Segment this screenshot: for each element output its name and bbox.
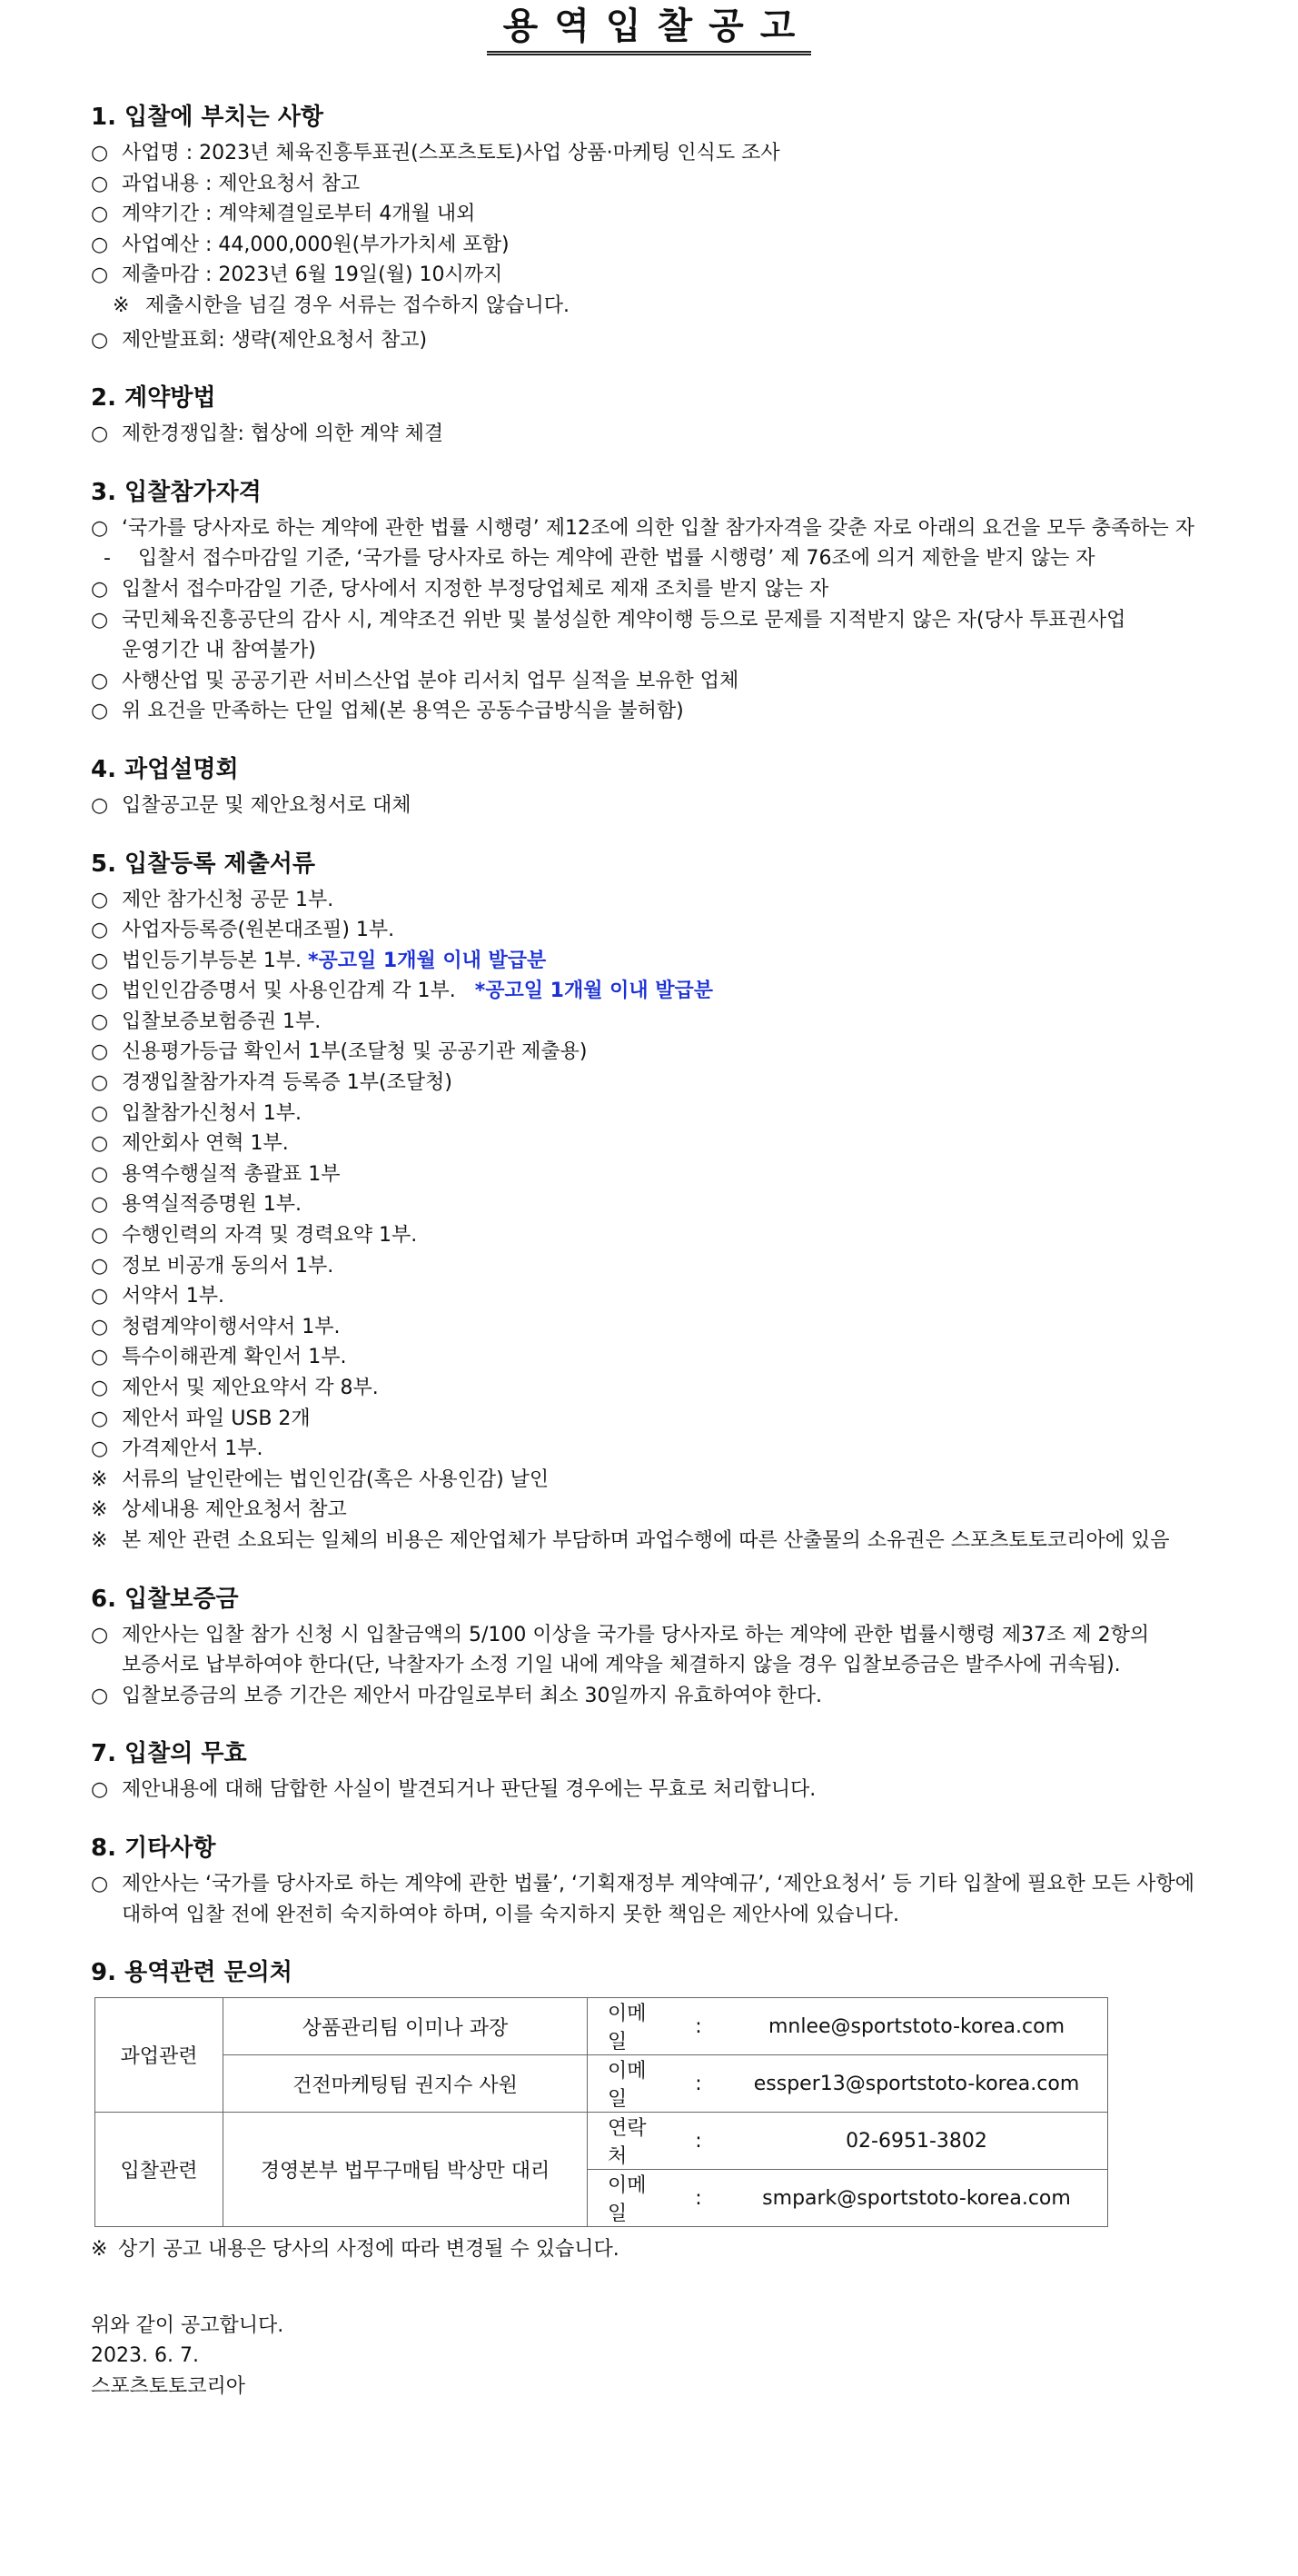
- bullet-icon: ○: [91, 516, 109, 540]
- bullet-icon: ○: [91, 1285, 109, 1308]
- table-cell-label: 연락처: [588, 2113, 672, 2170]
- list-item: ○ 가격제안서 1부.: [91, 1434, 1206, 1465]
- list-item: ○ 법인인감증명서 및 사용인감계 각 1부. *공고일 1개월 이내 발급분: [91, 976, 1206, 1007]
- bullet-icon: ○: [91, 1162, 109, 1186]
- section-heading-7: 7. 입찰의 무효: [91, 1740, 247, 1768]
- bullet-icon: ○: [91, 1040, 109, 1064]
- list-item: ○ 제출마감 : 2023년 6월 19일(월) 10시까지: [91, 260, 1206, 291]
- list-item: ○ 청렴계약이행서약서 1부.: [91, 1312, 1206, 1343]
- email-link[interactable]: essper13@sportstoto-korea.com: [726, 2055, 1108, 2113]
- list-item: ○ 용역실적증명원 1부.: [91, 1189, 1206, 1220]
- closing-text: 위와 같이 공고합니다.: [91, 2313, 284, 2337]
- list-item: ○ 과업내용 : 제안요청서 참고: [91, 169, 1206, 200]
- bullet-icon: ○: [91, 328, 109, 352]
- list-item: ○ 위 요건을 만족하는 단일 업체(본 용역은 공동수급방식을 불허함): [91, 696, 1206, 727]
- section-heading-1: 1. 입찰에 부치는 사항: [91, 104, 324, 131]
- bullet-icon: ○: [91, 1224, 109, 1248]
- final-note: ※ 상기 공고 내용은 당사의 사정에 따라 변경될 수 있습니다.: [91, 2234, 1206, 2265]
- note-icon: ※: [113, 293, 130, 317]
- list-item: ○ 신용평가등급 확인서 1부(조달청 및 공공기관 제출용): [91, 1037, 1206, 1068]
- bullet-icon: ○: [91, 888, 109, 911]
- list-item: ○ 제안사는 입찰 참가 신청 시 입찰금액의 5/100 이상을 국가를 당사자로 하는 계약에 관한 법률시행령 제37조 제 2항의 보증서로 납부하여야 한다(단, 낙찰자가 소정 기일 내에 계약을 체결하지 않을 경우 입찰보증금은 발주사에 귀속됨).: [91, 1620, 1206, 1681]
- bullet-icon: ○: [91, 1010, 109, 1033]
- note-item: ※ 제출시한을 넘길 경우 서류는 접수하지 않습니다.: [91, 291, 1206, 322]
- phone-number: 02-6951-3802: [726, 2113, 1108, 2170]
- table-cell-sep: :: [671, 2113, 726, 2170]
- list-item: ○ 법인등기부등본 1부. *공고일 1개월 이내 발급분: [91, 946, 1206, 977]
- bullet-icon: ○: [91, 1132, 109, 1156]
- company-name: 스포츠토토코리아: [91, 2374, 246, 2398]
- bullet-icon: ○: [91, 1377, 109, 1399]
- list-item: ○ 사업자등록증(원본대조필) 1부.: [91, 915, 1206, 946]
- page-title-text: 용역입찰공고: [487, 5, 812, 55]
- list-item: ○ 제한경쟁입찰: 협상에 의한 계약 체결: [91, 419, 1206, 450]
- bullet-icon: ○: [91, 1684, 109, 1707]
- list-item: ○ 경쟁입찰참가자격 등록증 1부(조달청): [91, 1068, 1206, 1099]
- list-item: ○ 제안사는 ‘국가를 당사자로 하는 계약에 관한 법률’, ‘기획재정부 계약예규’, ‘제안요청서’ 등 기타 입찰에 필요한 모든 사항에 대하여 입찰 전에 완전히 숙지하여야 하며, 이를 숙지하지 못한 책임은 제안사에 있습니다.: [91, 1869, 1206, 1930]
- table-cell-person: 경영본부 법무구매팀 박상만 대리: [223, 2113, 588, 2227]
- table-cell-label: 이메일: [588, 2170, 672, 2227]
- list-item: ○ 입찰서 접수마감일 기준, 당사에서 지정한 부정당업체로 제재 조치를 받지 않는 자: [91, 574, 1206, 605]
- list-item: ○ 사행산업 및 공공기관 서비스산업 분야 리서치 업무 실적을 보유한 업체: [91, 666, 1206, 697]
- document-list: [91, 1007, 1206, 1465]
- list-item: ○ 수행인력의 자격 및 경력요약 1부.: [91, 1220, 1206, 1251]
- list-item: ○ 제안회사 연혁 1부.: [91, 1129, 1206, 1159]
- notice-date: 2023. 6. 7.: [91, 2344, 199, 2368]
- list-item: ○ 정보 비공개 동의서 1부.: [91, 1251, 1206, 1282]
- highlight-note: *공고일 1개월 이내 발급분: [308, 949, 547, 972]
- bullet-icon: ○: [91, 1254, 109, 1278]
- table-cell-group: 입찰관련: [95, 2113, 223, 2227]
- note-icon: ※: [91, 1528, 108, 1552]
- bullet-icon: ○: [91, 233, 109, 256]
- section-heading-8: 8. 기타사항: [91, 1834, 216, 1862]
- table-cell-sep: :: [671, 1998, 726, 2055]
- bullet-icon: ○: [91, 793, 109, 817]
- table-row: [95, 1998, 1108, 2055]
- table-cell-person: 상품관리팀 이미나 과장: [223, 1998, 588, 2055]
- list-item: ○ ‘국가를 당사자로 하는 계약에 관한 법률 시행령’ 제12조에 의한 입찰 참가자격을 갖춘 자로 아래의 요건을 모두 충족하는 자: [91, 513, 1206, 544]
- list-item: ○ 용역수행실적 총괄표 1부: [91, 1159, 1206, 1190]
- document-body: [91, 102, 1206, 2402]
- section-heading-4: 4. 과업설명회: [91, 755, 239, 783]
- table-cell-label: 이메일: [588, 2055, 672, 2113]
- list-item: ○ 제안서 및 제안요약서 각 8부.: [91, 1373, 1206, 1404]
- table-row: [95, 2113, 1108, 2170]
- bullet-icon: ○: [91, 700, 109, 723]
- table-cell-person: 건전마케팅팀 권지수 사원: [223, 2055, 588, 2113]
- note-item: ※ 서류의 날인란에는 법인인감(혹은 사용인감) 날인: [91, 1465, 1206, 1496]
- table-row: [95, 2055, 1108, 2113]
- list-item: ○ 입찰공고문 및 제안요청서로 대체: [91, 791, 1206, 821]
- sub-item: - 입찰서 접수마감일 기준, ‘국가를 당사자로 하는 계약에 관한 법률 시행령’ 제 76조에 의거 제한을 받지 않는 자: [91, 543, 1206, 574]
- highlight-note: *공고일 1개월 이내 발급분: [474, 980, 714, 1003]
- email-link[interactable]: mnlee@sportstoto-korea.com: [726, 1998, 1108, 2055]
- bullet-icon: ○: [91, 142, 109, 164]
- note-icon: ※: [91, 2238, 108, 2262]
- section-heading-6: 6. 입찰보증금: [91, 1585, 239, 1613]
- bullet-icon: ○: [91, 577, 109, 601]
- bullet-icon: ○: [91, 919, 109, 942]
- notes-list: [91, 1465, 1206, 1557]
- bullet-icon: ○: [91, 1623, 109, 1646]
- list-item: ○ 제안발표회: 생략(제안요청서 참고): [91, 325, 1206, 356]
- list-item: ○ 국민체육진흥공단의 감사 시, 계약조건 위반 및 불성실한 계약이행 등으로 문제를 지적받지 않은 자(당사 투표권사업 운영기간 내 참여불가): [91, 605, 1206, 666]
- bullet-icon: ○: [91, 1437, 109, 1461]
- bullet-icon: ○: [91, 264, 109, 287]
- list-item: ○ 입찰참가신청서 1부.: [91, 1099, 1206, 1129]
- list-item: ○ 제안서 파일 USB 2개: [91, 1404, 1206, 1435]
- note-icon: ※: [91, 1467, 108, 1491]
- bullet-icon: ○: [91, 1346, 109, 1369]
- note-item: ※ 상세내용 제안요청서 참고: [91, 1495, 1206, 1526]
- bullet-icon: ○: [91, 1193, 109, 1217]
- bullet-icon: ○: [91, 1071, 109, 1095]
- bullet-icon: ○: [91, 423, 109, 446]
- note-item: ※ 본 제안 관련 소요되는 일체의 비용은 제안업체가 부담하며 과업수행에 따른 산출물의 소유권은 스포츠토토코리아에 있음: [91, 1526, 1206, 1557]
- bullet-icon: ○: [91, 1407, 109, 1430]
- table-cell-sep: :: [671, 2055, 726, 2113]
- contact-table: [94, 1997, 1108, 2227]
- bullet-icon: ○: [91, 172, 109, 195]
- list-item: ○ 특수이해관계 확인서 1부.: [91, 1342, 1206, 1373]
- bullet-icon: ○: [91, 1315, 109, 1338]
- note-icon: ※: [91, 1498, 108, 1522]
- bullet-icon: ○: [91, 203, 109, 226]
- page-title: [0, 5, 1298, 55]
- bullet-icon: ○: [91, 608, 109, 632]
- section-heading-9: 9. 용역관련 문의처: [91, 1959, 292, 1987]
- dash-icon: -: [104, 547, 111, 571]
- list-item: ○ 사업예산 : 44,000,000원(부가가치세 포함): [91, 230, 1206, 261]
- list-item: ○ 입찰보증금의 보증 기간은 제안서 마감일로부터 최소 30일까지 유효하여야 한다.: [91, 1681, 1206, 1712]
- bullet-icon: ○: [91, 980, 109, 1003]
- email-link[interactable]: smpark@sportstoto-korea.com: [726, 2170, 1108, 2227]
- list-item: ○ 입찰보증보험증권 1부.: [91, 1007, 1206, 1038]
- list-item: ○ 제안내용에 대해 담합한 사실이 발견되거나 판단될 경우에는 무효로 처리합니다.: [91, 1775, 1206, 1805]
- bullet-icon: ○: [91, 1101, 109, 1125]
- list-item: ○ 제안 참가신청 공문 1부.: [91, 885, 1206, 916]
- section-heading-5: 5. 입찰등록 제출서류: [91, 850, 315, 878]
- bullet-icon: ○: [91, 669, 109, 692]
- bullet-icon: ○: [91, 1872, 109, 1895]
- bullet-icon: ○: [91, 949, 109, 972]
- section-heading-2: 2. 계약방법: [91, 384, 216, 413]
- bullet-icon: ○: [91, 1778, 109, 1802]
- list-item: ○ 서약서 1부.: [91, 1281, 1206, 1312]
- table-cell-label: 이메일: [588, 1998, 672, 2055]
- list-item: ○ 사업명 : 2023년 체육진흥투표권(스포츠토토)사업 상품·마케팅 인식도 조사: [91, 138, 1206, 169]
- table-cell-sep: :: [671, 2170, 726, 2227]
- list-item: ○ 계약기간 : 계약체결일로부터 4개월 내외: [91, 199, 1206, 230]
- table-cell-group: 과업관련: [95, 1998, 223, 2113]
- section-heading-3: 3. 입찰참가자격: [91, 478, 262, 506]
